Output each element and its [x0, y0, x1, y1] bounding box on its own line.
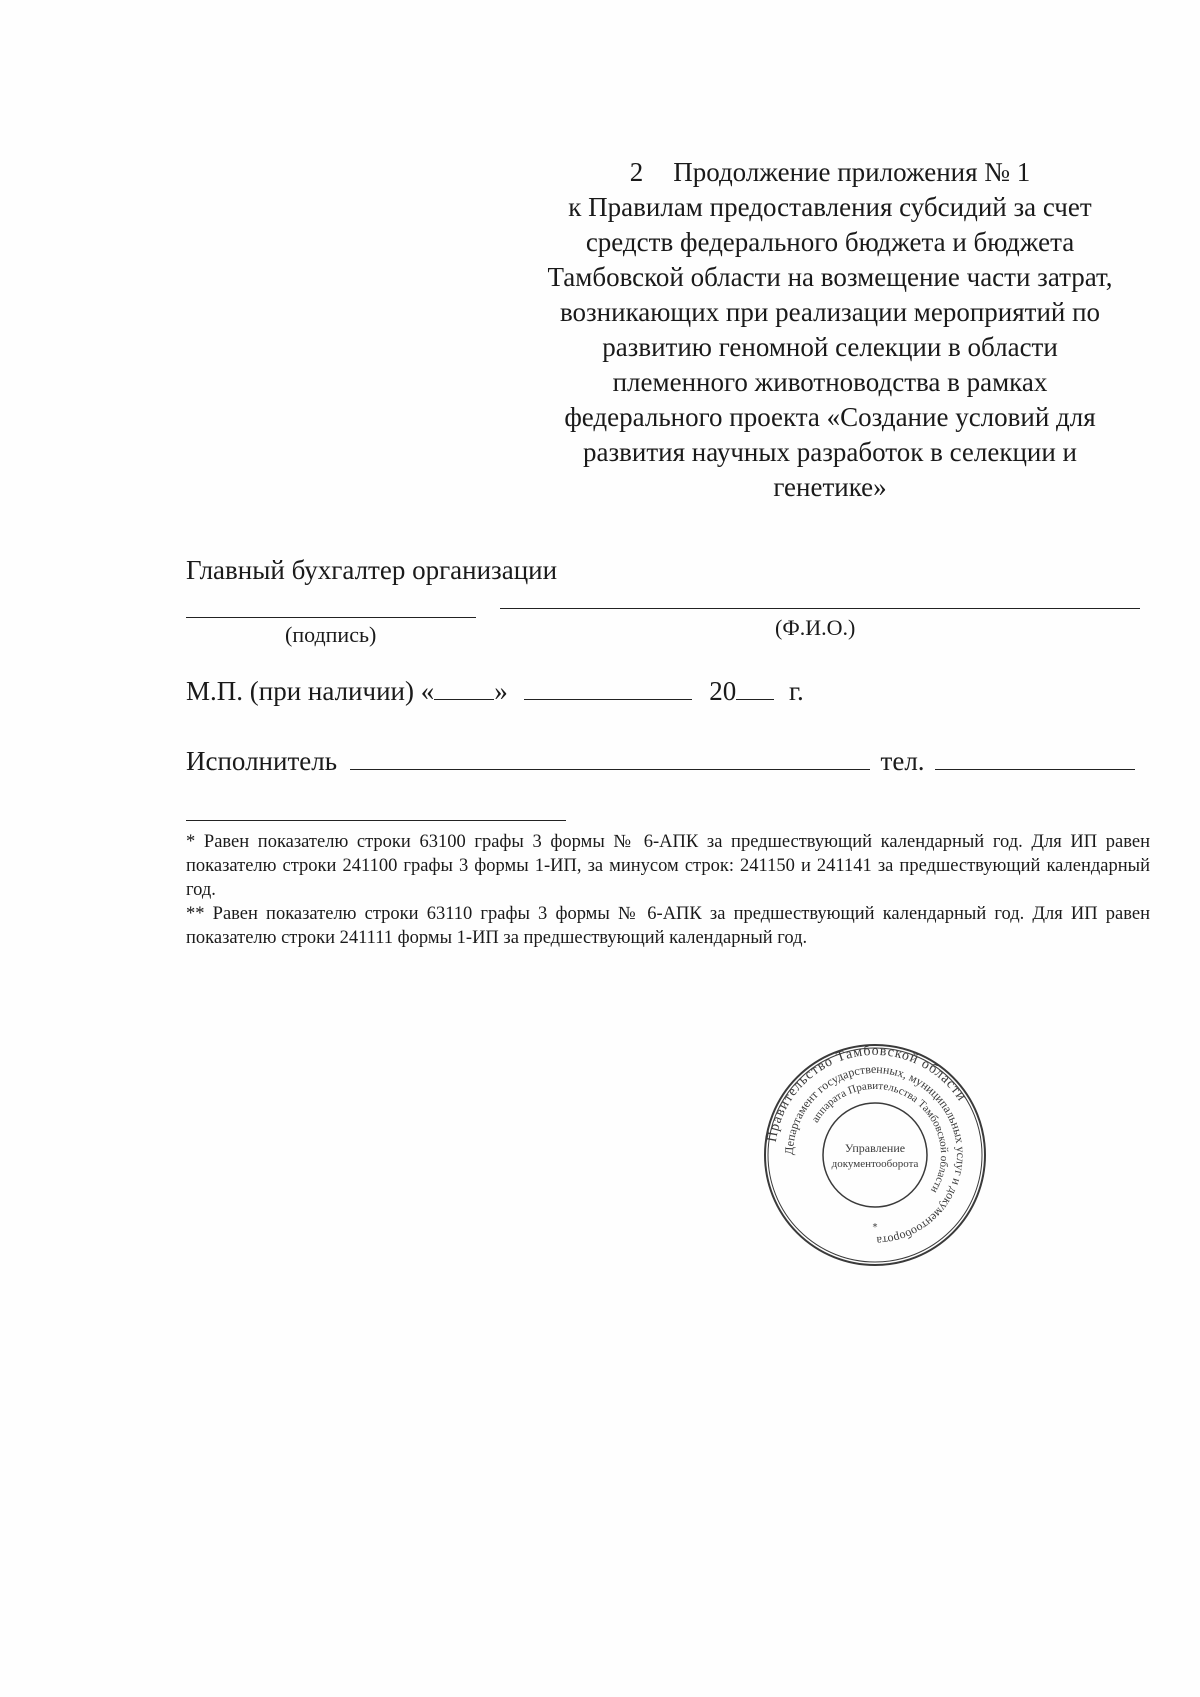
- executor-label: Исполнитель: [186, 746, 338, 776]
- stamp-middle-text: Департамент государственных, муниципальных услуг и документооборота: [781, 1061, 969, 1249]
- month-blank: [524, 677, 692, 700]
- header-line-1: Продолжение приложения № 1: [673, 157, 1031, 187]
- header-line-9: развития научных разработок в селекции и: [583, 437, 1077, 467]
- header-line-5: возникающих при реализации мероприятий по: [559, 297, 1101, 327]
- header-line-2: к Правилам предоставления субсидий за счет: [568, 192, 1092, 222]
- stamp-star-icon: *: [872, 1222, 878, 1233]
- footnote-separator: [186, 820, 566, 821]
- stamp-inner-circle: [823, 1103, 927, 1207]
- executor-blank: [350, 747, 870, 770]
- executor-row: [186, 746, 1135, 777]
- year-suffix: г.: [788, 676, 804, 706]
- footnotes: [186, 830, 1150, 950]
- phone-blank: [935, 747, 1135, 770]
- seal-label: М.П. (при наличии) «: [186, 676, 435, 706]
- stamp-inner-ring-text: аппарата Правительства Тамбовской области: [809, 1079, 951, 1196]
- chief-accountant-title: Главный бухгалтер организации: [186, 555, 558, 585]
- full-name-caption: (Ф.И.О.): [775, 615, 856, 640]
- year-prefix: 20: [709, 676, 737, 706]
- header-line-4: Тамбовской области на возмещение части затрат,: [547, 262, 1113, 292]
- stamp-center-line2: документооборота: [831, 1158, 919, 1170]
- header-line-10: генетике»: [773, 472, 887, 502]
- official-stamp: [760, 1040, 990, 1270]
- phone-label: тел.: [880, 746, 925, 776]
- header-line-3: средств федерального бюджета и бюджета: [585, 227, 1075, 257]
- seal-date-row: [186, 676, 804, 707]
- signature-caption: (подпись): [285, 622, 377, 647]
- stamp-inner-text-el: [809, 1080, 950, 1195]
- page-number: 2: [629, 157, 644, 187]
- footnote-2: ** Равен показателю строки 63110 графы 3 формы № 6-АПК за предшествующий календарный год. Для ИП равен показателю строки 241111 формы 1-ИП за предшествующий календарный год.: [186, 904, 1150, 948]
- full-name-line: [500, 608, 1140, 609]
- quote-close: »: [494, 676, 508, 706]
- year-blank: [736, 677, 774, 700]
- footnote-1: * Равен показателю строки 63100 графы 3 формы № 6-АПК за предшествующий календарный год. Для ИП равен показателю строки 241100 графы 3 формы 1-ИП, за минусом строк: 241150 и 241141 за предшествующий календарный год.: [186, 832, 1150, 900]
- header-line-6: развитию геномной селекции в области: [602, 332, 1058, 362]
- stamp-outer-text: Правительство Тамбовской области: [764, 1043, 970, 1144]
- signature-line: [186, 617, 476, 618]
- stamp-center-line1: Управление: [844, 1141, 906, 1155]
- header-line-7: племенного животноводства в рамках: [612, 367, 1048, 397]
- header-line-8: федерального проекта «Создание условий для: [564, 402, 1096, 432]
- day-blank: [434, 677, 494, 700]
- appendix-header: [520, 155, 1140, 505]
